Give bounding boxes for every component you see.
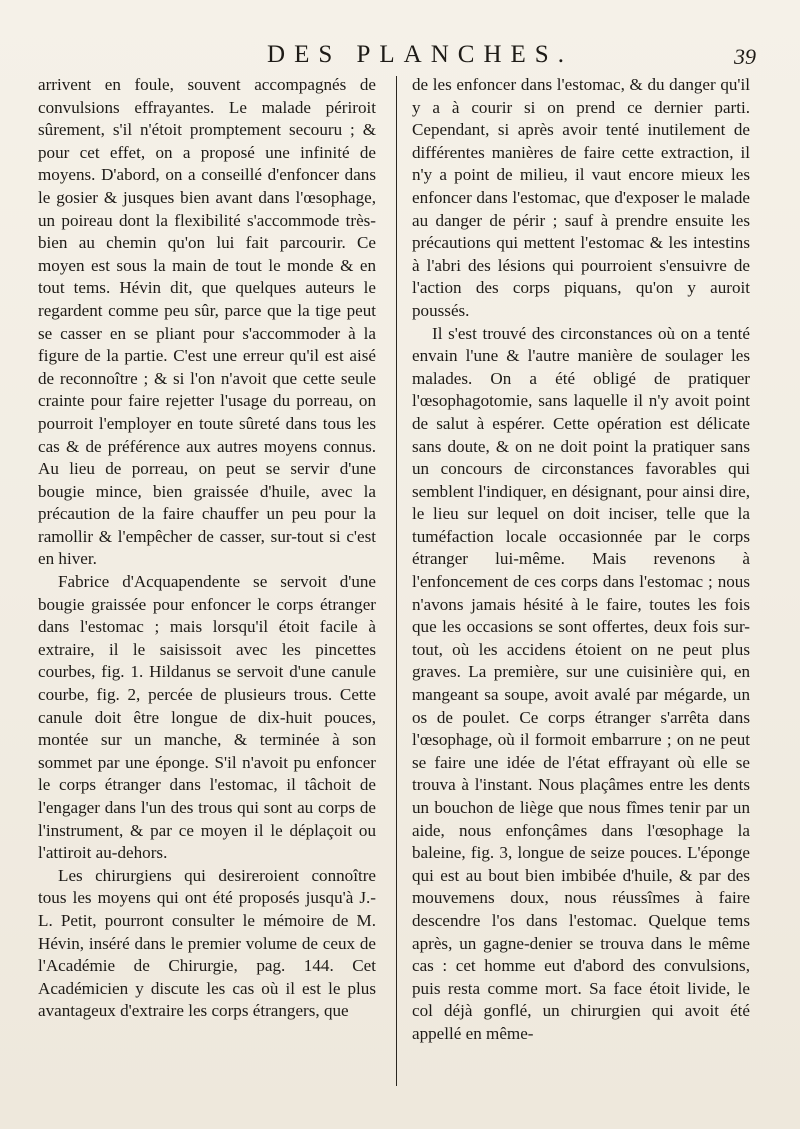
left-paragraph-3: Les chirurgiens qui desireroient connoître tous les moyens qui ont été proposés jusqu'à J.-L. Petit, pourront consulter le mémoire de M. Hévin, inséré dans le premier volume de ceux de l'Académie de Chirurgie, pag. 144. Cet Académicien y discute les cas où il est le plus avantageux d'extraire les corps étrangers, que bbox=[38, 865, 376, 1021]
running-title: DES PLANCHES. bbox=[267, 41, 573, 68]
left-paragraph-2: Fabrice d'Acquapendente se servoit d'une bougie graissée pour enfoncer le corps étranger dans l'estomac ; mais lorsqu'il étoit facile à extraire, il le saisissoit avec les pincettes courbes, fig. 1. Hildanus se servoit d'une canule courbe, fig. 2, percée de plusieurs trous. Cette canule doit être longue de dix-huit pouces, montée sur un manche, & terminée à son sommet par une éponge. S'il n'avoit pu enfoncer le corps étranger dans l'estomac, il tâchoit de l'engager dans l'un des trous qui sont au corps de l'instrument, & par ce moyen il le déplaçoit ou l'attiroit au-dehors. bbox=[38, 572, 376, 863]
right-paragraph-1: de les enfoncer dans l'estomac, & du danger qu'il y a à courir si on prend ce dernier parti. Cependant, si après avoir tenté inutilement de différentes manières de faire cette extraction, il n'y a point de milieu, il vaut encore mieux les enfoncer dans l'estomac, que d'exposer le malade au danger de périr ; sauf à prendre ensuite les précautions qui mettent l'estomac & les intestins à l'abri des lésions qui pourroient s'ensuivre de l'action des corps piquans, qu'on y auroit poussés. bbox=[412, 75, 750, 320]
page-number: 39 bbox=[734, 44, 756, 69]
column-divider bbox=[396, 76, 397, 1086]
right-column bbox=[412, 74, 750, 1046]
left-column bbox=[38, 74, 376, 1023]
left-paragraph-1: arrivent en foule, souvent accompagnés de convulsions effrayantes. Le malade périroit sûrement, s'il n'étoit promptement secouru ; & pour cet effet, on a proposé une infinité de moyens. D'abord, on a conseillé d'enfoncer dans le gosier & jusques bien avant dans l'œsophage, un poireau dont la flexibilité s'accommode très-bien au chemin qu'on lui fait parcourir. Ce moyen est sous la main de tout le monde & en tout tems. Hévin dit, que quelques auteurs le regardent comme peu sûr, parce que la tige peut se casser en se pliant pour s'accommoder à la figure de la partie. C'est une erreur qu'il est aisé de reconnoître ; & si l'on n'avoit que cette seule crainte pour faire rejetter l'usage du porreau, on pourroit l'employer en toute sûreté dans tous les cas & de préférence aux autres moyens connus. Au lieu de porreau, on peut se servir d'une bougie mince, bien graissée d'huile, avec la précaution de la faire chauffer un peu pour la ramollir & l'empêcher de casser, sur-tout si c'est en hiver. bbox=[38, 75, 376, 569]
right-paragraph-2: Il s'est trouvé des circonstances où on a tenté envain l'une & l'autre manière de soulager les malades. On a été obligé de pratiquer l'œsophagotomie, sans laquelle il n'y avoit point de salut à espérer. Cette opération est délicate sans doute, & on ne doit point la pratiquer sans un concours de circonstances favorables qui semblent l'indiquer, en désignant, pour ainsi dire, le lieu sur lequel on doit inciser, telle que la tuméfaction locale occasionnée par le corps étranger lui-même. Mais revenons à l'enfoncement de ces corps dans l'estomac ; nous n'avons jamais hésité à le faire, toutes les fois que les occasions se sont offertes, deux fois sur-tout, où les accidens étoient on ne peut plus graves. La première, sur une cuisinière qui, en mangeant sa soupe, avoit avalé par mégarde, un os de poulet. Ce corps étranger s'arrêta dans l'œsophage, où il formoit embarrure ; on ne peut se faire une idée de l'état effrayant où elle se trouva à l'instant. Nous plaçâmes entre les dents un bouchon de liège que nous fîmes tenir par un aide, nous enfonçâmes dans l'œsophage la baleine, fig. 3, longue de seize pouces. L'éponge qui est au bout bien imbibée d'huile, & par des mouvemens doux, nous réussîmes à faire descendre l'os dans l'estomac. Quelque tems après, un gagne-denier se trouva dans le même cas : cet homme eut d'abord des convulsions, puis resta comme mort. Sa face étoit livide, le col déjà gonflé, un chirurgien qui avoit été appellé en même- bbox=[412, 323, 750, 1043]
